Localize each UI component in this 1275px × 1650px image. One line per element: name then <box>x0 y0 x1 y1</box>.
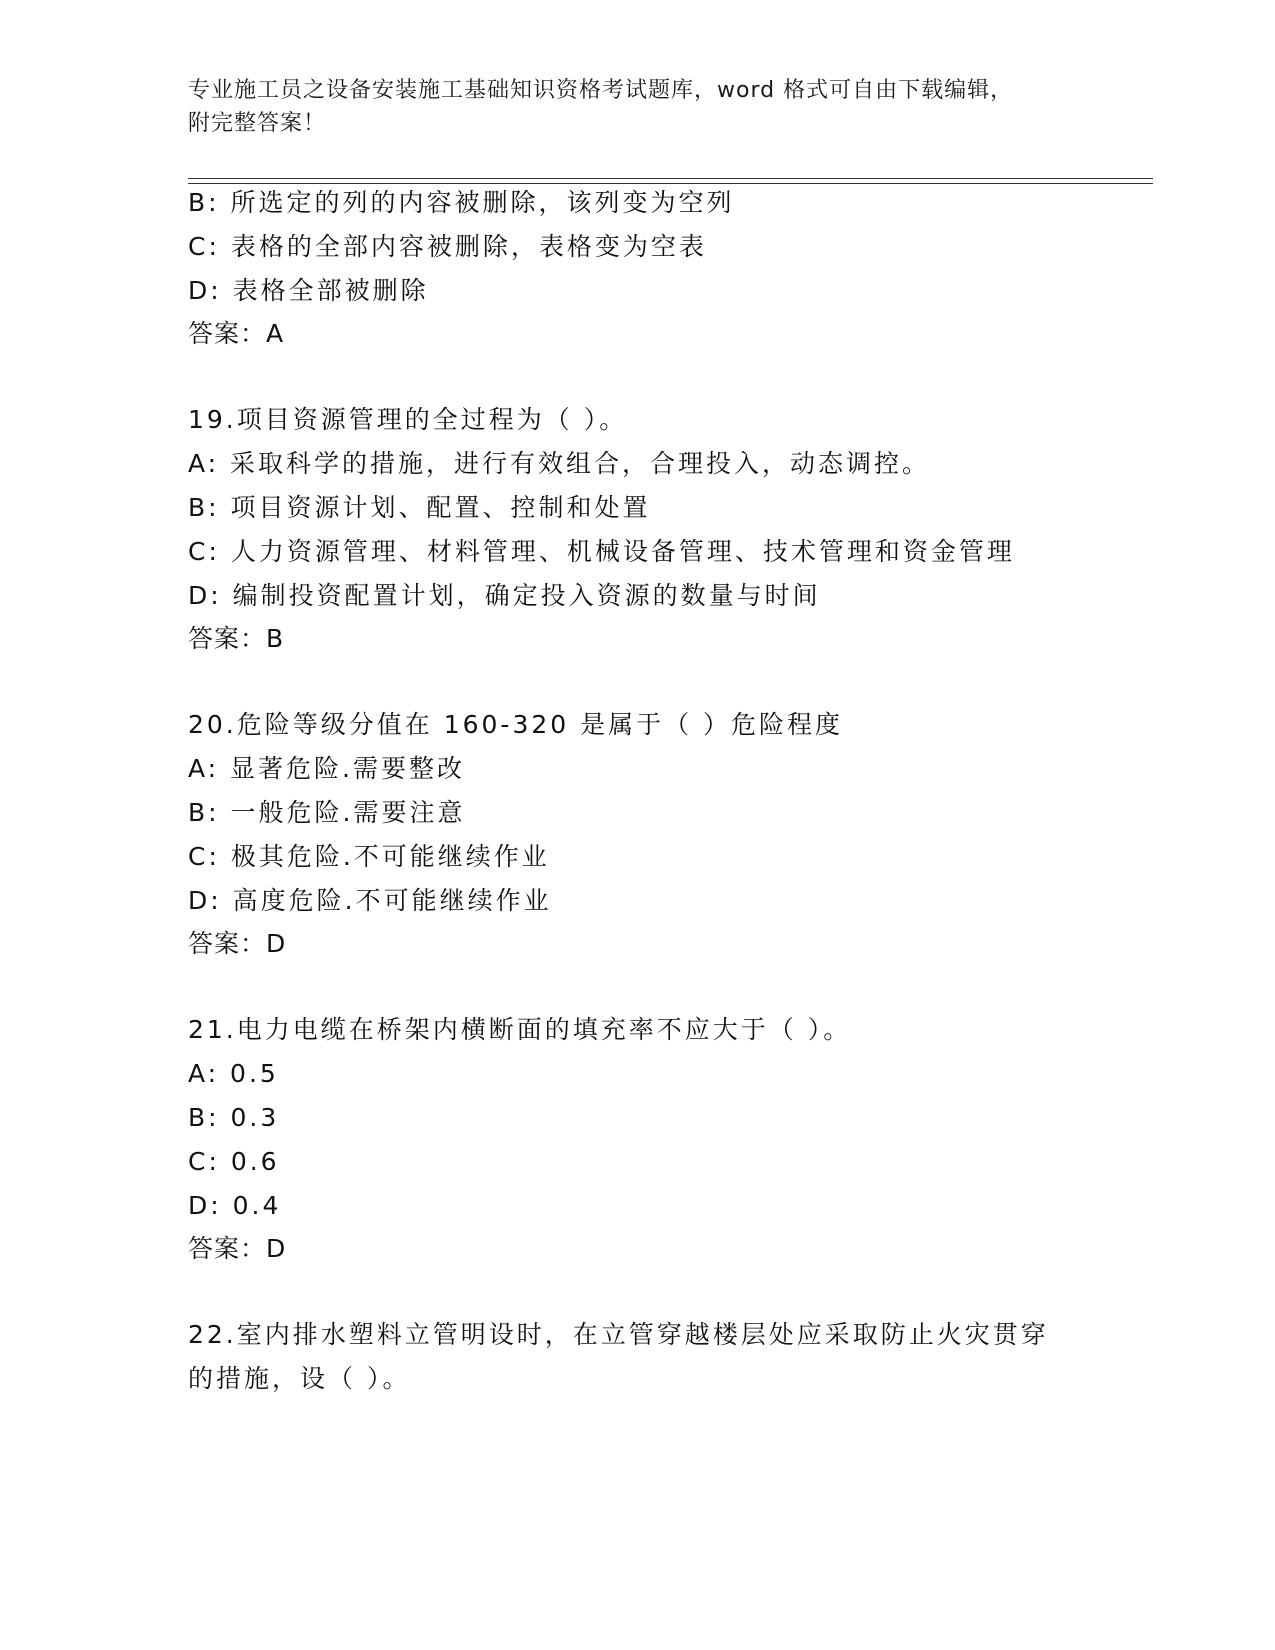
document-header <box>188 74 1088 140</box>
q20-option-d: D: 高度危险.不可能继续作业 <box>188 886 552 915</box>
q19-option-b: B: 项目资源计划、配置、控制和处置 <box>188 493 651 522</box>
q21-question: 21.电力电缆在桥架内横断面的填充率不应大于（ ）。 <box>188 1015 852 1044</box>
q20-question: 20.危险等级分值在 160-320 是属于（ ）危险程度 <box>188 710 844 739</box>
q19-question: 19.项目资源管理的全过程为（ ）。 <box>188 405 628 434</box>
q20-option-b: B: 一般危险.需要注意 <box>188 798 466 827</box>
q19-answer: 答案：B <box>188 624 285 653</box>
q22-question-line-1: 22.室内排水塑料立管明设时，在立管穿越楼层处应采取防止火灾贯穿 <box>188 1320 1049 1349</box>
q21-answer: 答案：D <box>188 1234 287 1263</box>
q19-option-a: A: 采取科学的措施，进行有效组合，合理投入，动态调控。 <box>188 449 931 478</box>
q22-question-line-2: 的措施，设（ ）。 <box>188 1364 411 1393</box>
q19-option-d: D: 编制投资配置计划，确定投入资源的数量与时间 <box>188 581 821 610</box>
q18-option-c: C: 表格的全部内容被删除，表格变为空表 <box>188 232 707 261</box>
q21-option-b: B: 0.3 <box>188 1103 280 1132</box>
q20-option-c: C: 极其危险.不可能继续作业 <box>188 842 550 871</box>
header-divider-top <box>188 178 1153 179</box>
q18-answer: 答案：A <box>188 319 285 348</box>
q21-option-a: A: 0.5 <box>188 1059 279 1088</box>
q21-option-d: D: 0.4 <box>188 1191 282 1220</box>
q18-option-d: D: 表格全部被删除 <box>188 276 429 305</box>
q21-option-c: C: 0.6 <box>188 1147 280 1176</box>
q20-option-a: A: 显著危险.需要整改 <box>188 754 465 783</box>
q19-option-c: C: 人力资源管理、材料管理、机械设备管理、技术管理和资金管理 <box>188 537 1015 566</box>
q18-option-b: B: 所选定的列的内容被删除，该列变为空列 <box>188 188 735 217</box>
header-title-line-1: 专业施工员之设备安装施工基础知识资格考试题库，word 格式可自由下载编辑， <box>188 78 1014 103</box>
q20-answer: 答案：D <box>188 929 287 958</box>
header-title-line-2: 附完整答案！ <box>188 111 327 136</box>
